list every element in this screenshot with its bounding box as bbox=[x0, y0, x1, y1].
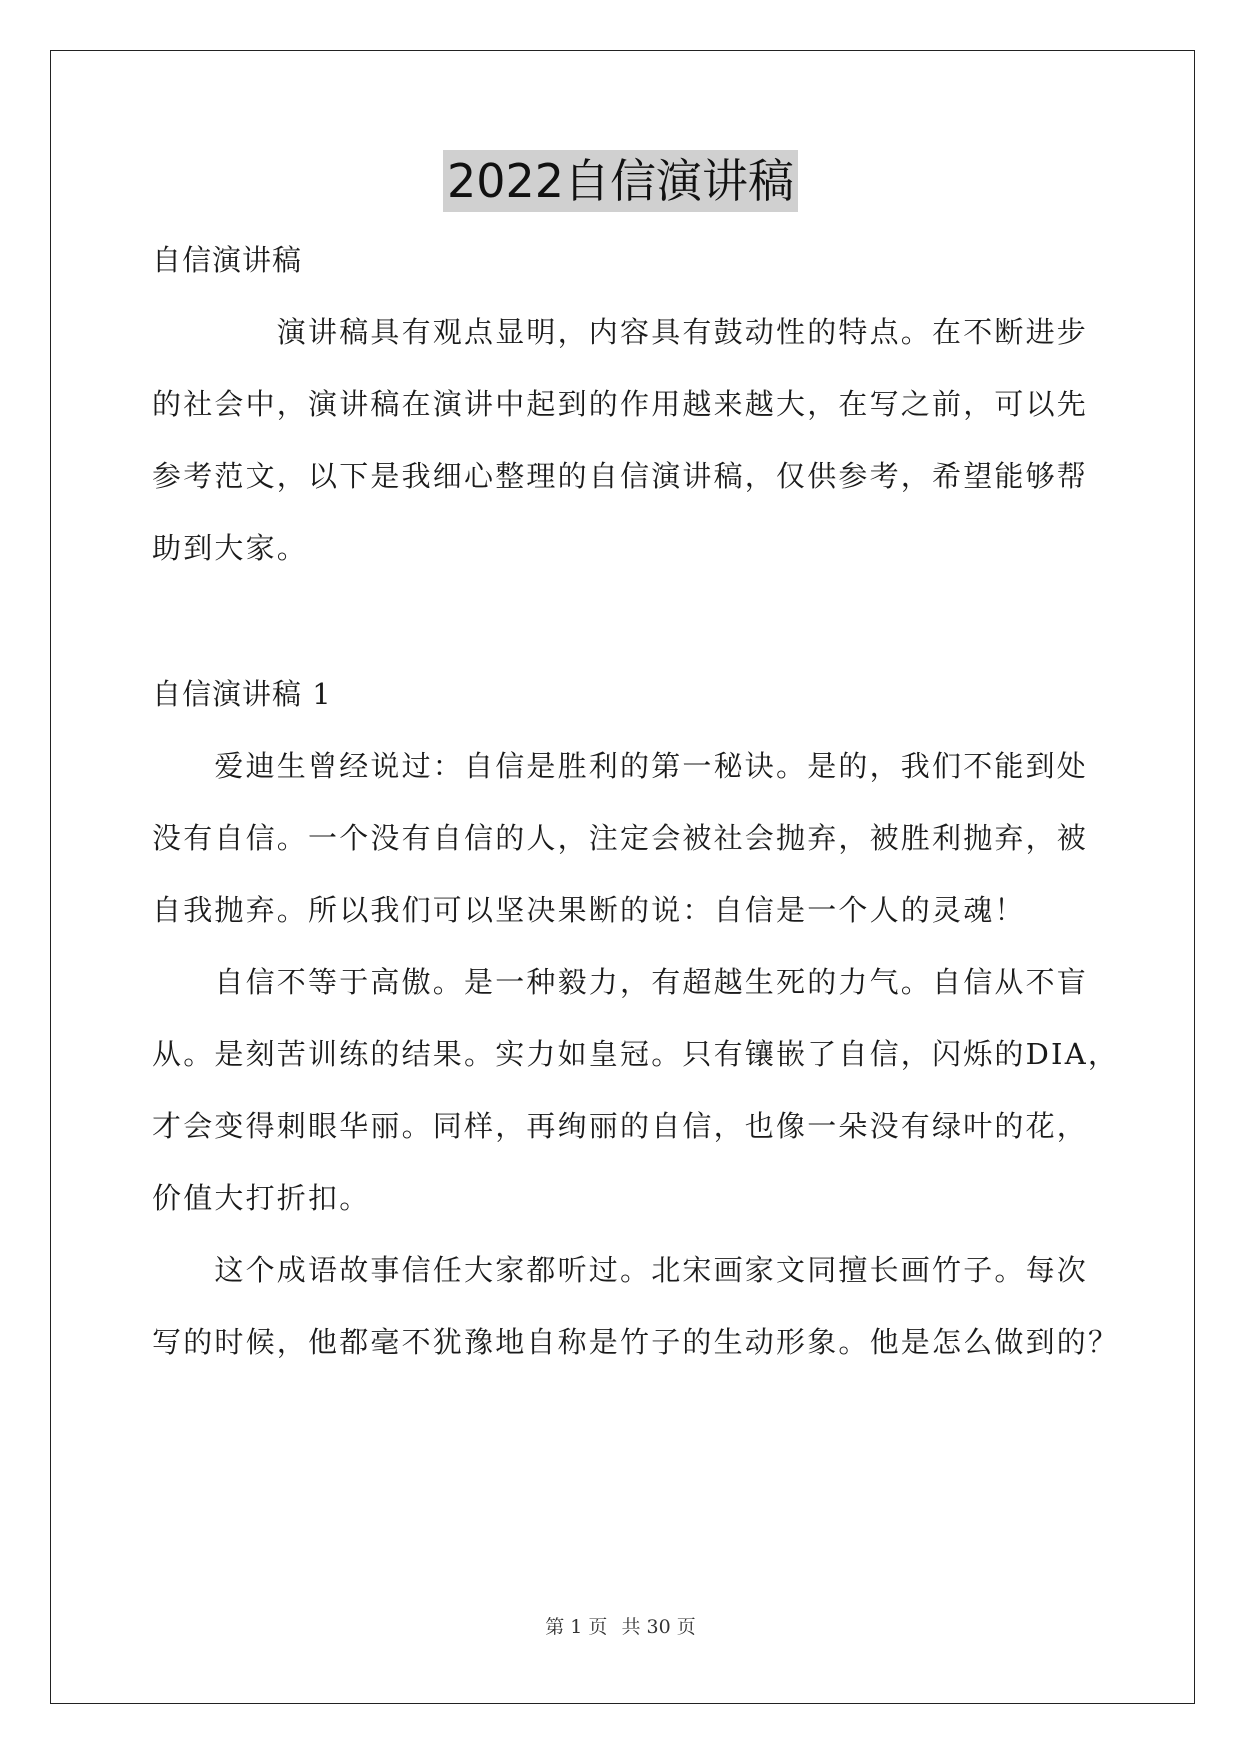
intro-line-2: 的社会中，演讲稿在演讲中起到的作用越来越大，在写之前，可以先 bbox=[152, 387, 1089, 421]
p1-line-1: 爱迪生曾经说过：自信是胜利的第一秘诀。是的，我们不能到处 bbox=[152, 749, 1089, 783]
p3-line-1: 这个成语故事信任大家都听过。北宋画家文同擅长画竹子。每次 bbox=[152, 1253, 1089, 1287]
p2-line-1: 自信不等于高傲。是一种毅力，有超越生死的力气。自信从不盲 bbox=[152, 965, 1089, 999]
page-border bbox=[50, 50, 1195, 1704]
p2-line-4: 价值大打折扣。 bbox=[152, 1181, 371, 1215]
document-subtitle: 自信演讲稿 bbox=[152, 243, 303, 277]
p2-line-2: 从。是刻苦训练的结果。实力如皇冠。只有镶嵌了自信，闪烁的DIA， bbox=[152, 1037, 1120, 1071]
p1-line-3: 自我抛弃。所以我们可以坚决果断的说：自信是一个人的灵魂！ bbox=[152, 893, 1026, 927]
section-heading: 自信演讲稿 1 bbox=[152, 677, 332, 711]
p1-line-2: 没有自信。一个没有自信的人，注定会被社会抛弃，被胜利抛弃，被 bbox=[152, 821, 1089, 855]
document-title: 2022自信演讲稿 bbox=[443, 150, 798, 212]
page-total: 共 30 页 bbox=[621, 1616, 696, 1638]
page-number: 第 1 页 bbox=[545, 1616, 608, 1638]
p2-line-3: 才会变得刺眼华丽。同样，再绚丽的自信，也像一朵没有绿叶的花， bbox=[152, 1109, 1089, 1143]
intro-line-3: 参考范文，以下是我细心整理的自信演讲稿，仅供参考，希望能够帮 bbox=[152, 459, 1089, 493]
p3-line-2: 写的时候，他都毫不犹豫地自称是竹子的生动形象。他是怎么做到的？ bbox=[152, 1325, 1120, 1359]
intro-line-1: 演讲稿具有观点显明，内容具有鼓动性的特点。在不断进步 bbox=[152, 315, 1089, 349]
title-container bbox=[0, 150, 1241, 212]
page-footer bbox=[0, 1612, 1241, 1639]
intro-line-4: 助到大家。 bbox=[152, 531, 309, 565]
